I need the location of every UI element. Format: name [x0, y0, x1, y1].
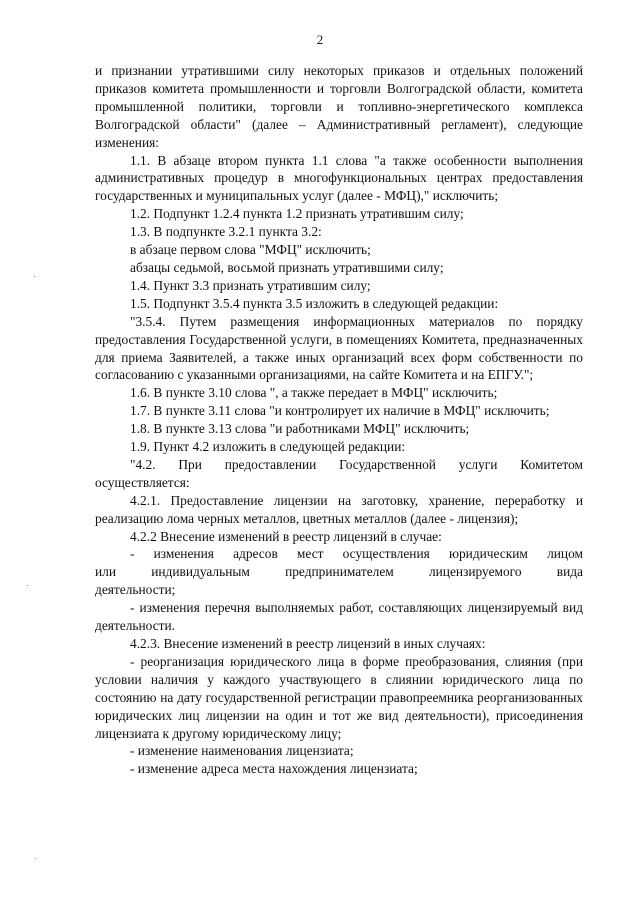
- paragraph: "4.2. При предоставлении Государственной услуги Комитетом осуществляется:: [95, 456, 583, 490]
- paragraph: 1.4. Пункт 3.3 признать утратившим силу;: [130, 277, 371, 293]
- paragraph: в абзаце первом слова "МФЦ" исключить;: [130, 242, 371, 258]
- paragraph: - изменение наименования лицензиата;: [130, 743, 354, 759]
- paragraph: и признании утратившими силу некоторых приказов и отдельных положений приказов комитета промышленности и торговли Волгоградской области, комитета промышленной политики, торговли и топливно-энергетического комплекса Волгоградской области" (далее – Административный регламент), следующие изменения:: [95, 63, 583, 150]
- paragraph: - реорганизация юридического лица в форме преобразования, слияния (при условии наличия у каждого участвующего в слиянии юридического лица по состоянию на дату государственной регистрации правопреемника реорганизованных юридических лиц лицензии на один и тот же вид деятельности), присоединения лицензиата к другому юридическому лицу;: [95, 653, 583, 741]
- paragraph: 4.2.2 Внесение изменений в реестр лицензий в случае:: [130, 528, 442, 544]
- margin-mark: ·: [33, 271, 36, 281]
- page-number: 2: [316, 32, 324, 47]
- paragraph: 1.9. Пункт 4.2 изложить в следующей редакции:: [130, 439, 406, 455]
- paragraph: 1.1. В абзаце втором пункта 1.1 слова "а также особенности выполнения административных процедур в многофункциональных центрах предоставления государственных и муниципальных услуг (далее - МФЦ)," исключить;: [95, 152, 583, 204]
- margin-mark: ·: [26, 580, 29, 590]
- paragraph: деятельности;: [95, 582, 176, 598]
- paragraph: 4.2.3. Внесение изменений в реестр лицензий в иных случаях:: [130, 636, 486, 651]
- paragraph: "3.5.4. Путем размещения информационных материалов по порядку предоставления Государственной услуги, в помещениях Комитета, предназначенных для приема Заявителей, а также иных организаций всех форм собственности по согласованию с указанными организациями, на сайте Комитета и на ЕПГУ.";: [95, 313, 583, 383]
- paragraph: 4.2.1. Предоставление лицензии на заготовку, хранение, переработку и реализацию лома черных металлов, цветных металлов (далее - лицензия);: [95, 492, 583, 526]
- document-body: [95, 62, 583, 778]
- paragraph: абзацы седьмой, восьмой признать утратившими силу;: [130, 259, 444, 275]
- paragraph: - изменения перечня выполняемых работ, составляющих лицензируемый вид деятельности.: [95, 600, 583, 634]
- paragraph: 1.8. В пункте 3.13 слова "и работниками МФЦ" исключить;: [130, 421, 470, 437]
- paragraph: 1.7. В пункте 3.11 слова "и контролирует их наличие в МФЦ" исключить;: [130, 403, 550, 419]
- paragraph: 1.6. В пункте 3.10 слова ", а также передает в МФЦ" исключить;: [130, 385, 498, 401]
- paragraph: 1.2. Подпункт 1.2.4 пункта 1.2 признать утратившим силу;: [130, 206, 464, 222]
- paragraph: 1.5. Подпункт 3.5.4 пункта 3.5 изложить в следующей редакции:: [130, 295, 499, 311]
- paragraph: или индивидуальным предпринимателем лицензируемого вида: [95, 564, 583, 580]
- margin-mark: ·: [34, 853, 37, 863]
- paragraph: - изменение адреса места нахождения лицензиата;: [130, 761, 418, 777]
- paragraph: 1.3. В подпункте 3.2.1 пункта 3.2:: [130, 224, 322, 240]
- paragraph: - изменения адресов мест осуществления юридическим лицом: [130, 546, 583, 562]
